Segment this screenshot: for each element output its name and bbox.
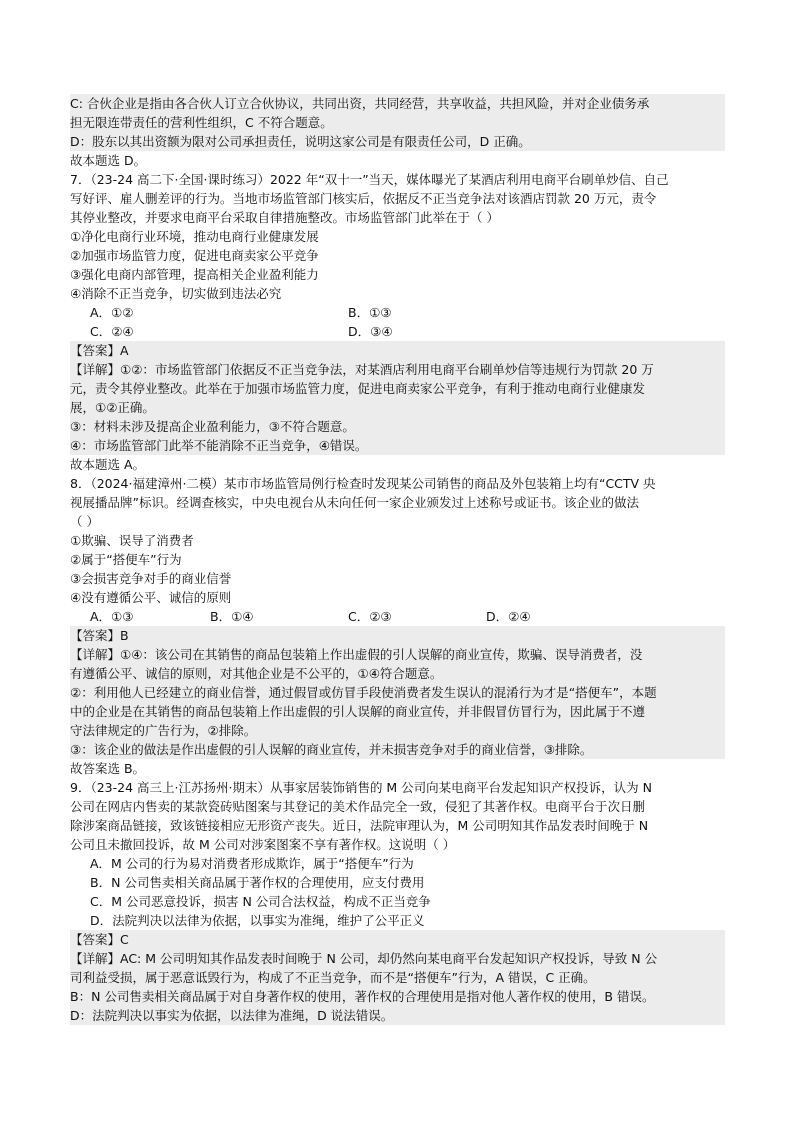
answer-label: 【答案】C	[70, 930, 725, 949]
question-stem: 8．（2024·福建漳州·二模）某市市场监管局例行检查时发现某公司销售的商品及外包装箱上均有“CCTV 央	[70, 476, 656, 491]
text-line: C: 合伙企业是指由各合伙人订立合伙协议，共同出资，共同经营，共享收益，共担风险，并对企业债务承	[70, 94, 725, 113]
option-b: B．①③	[348, 305, 392, 320]
option-c: C．M 公司恶意投诉，损害 N 公司合法权益，构成不正当竞争	[90, 894, 431, 909]
question-stem: 其停业整改，并要求电商平台采取自律措施整改。市场监管部门此举在于（ ）	[70, 210, 499, 225]
option-row	[70, 303, 725, 322]
text-line: 担无限连带责任的营利性组织，C 不符合题意。	[70, 113, 725, 132]
statement-item: ④消除不正当竞争，切实做到违法必究	[70, 286, 282, 301]
question-8	[70, 474, 725, 778]
question-stem: 除涉案商品链接，致该链接相应无形资产丧失。近日，法院审理认为，M 公司明知其作品发表时间晚于 N	[70, 818, 649, 833]
option-a: A．M 公司的行为易对消费者形成欺诈，属于“搭便车”行为	[90, 856, 414, 871]
explanation-line: 有遵循公平、诚信的原则，对其他企业是不公平的，①④符合题意。	[70, 664, 725, 683]
option-d: D．法院判决以法律为依据，以事实为准绳，维护了公平正义	[90, 913, 425, 928]
option-row	[70, 322, 725, 341]
question-stem: 公司在网店内售卖的某款瓷砖贴图案与其登记的美术作品完全一致，侵犯了其著作权。电商平台于次日删	[70, 799, 646, 814]
explanation-line: B：N 公司售卖相关商品属于对自身著作权的使用，著作权的合理使用是指对他人著作权的使用，B 错误。	[70, 987, 725, 1006]
explanation-line: 展，①②正确。	[70, 398, 725, 417]
question-stem: 7．（23-24 高二下·全国·课时练习）2022 年“双十一”当天，媒体曝光了某酒店利用电商平台刷单炒信、自己	[70, 172, 669, 187]
question-9	[70, 778, 725, 1025]
question-stem: 公司且未撤回投诉，故 M 公司对涉案图案不享有著作权。这说明（ ）	[70, 837, 456, 852]
option-c: C．②③	[348, 609, 392, 624]
statement-item: ③强化电商内部管理，提高相关企业盈利能力	[70, 267, 319, 282]
explanation-line: 司利益受损，属于恶意诋毁行为，构成了不正当竞争，而不是“搭便车”行为，A 错误，C 正确。	[70, 968, 725, 987]
answer-label: 【答案】A	[70, 341, 725, 360]
text-line: D：股东以其出资额为限对公司承担责任，说明这家公司是有限责任公司，D 正确。	[70, 132, 725, 151]
explanation-line: 【详解】①②：市场监管部门依据反不正当竞争法，对某酒店利用电商平台刷单炒信等违规行为罚款 20 万	[70, 360, 725, 379]
question-stem: 9．（23-24 高三上·江苏扬州·期末）从事家居装饰销售的 M 公司向某电商平台发起知识产权投诉，认为 N	[70, 780, 653, 795]
option-row	[70, 607, 725, 626]
explanation-line: 中的企业是在其销售的商品包装箱上作出虚假的引人误解的商业宣传，并非假冒仿冒行为，因此属于不遵	[70, 702, 725, 721]
option-b: B．①④	[210, 609, 254, 624]
statement-item: ①欺骗、误导了消费者	[70, 533, 194, 548]
statement-item: ②加强市场监管力度，促进电商卖家公平竞争	[70, 248, 319, 263]
option-b: B．N 公司售卖相关商品属于著作权的合理使用，应支付费用	[90, 875, 425, 890]
explanation-line: 故答案选 B。	[70, 761, 146, 776]
option-a: A．①②	[90, 305, 134, 320]
answer-label: 【答案】B	[70, 626, 725, 645]
explanation-line: 守法律规定的广告行为，②排除。	[70, 721, 725, 740]
statement-item: ②属于“搭便车”行为	[70, 552, 182, 567]
option-c: C．②④	[90, 324, 134, 339]
question-stem: 写好评、雇人删差评的行为。当地市场监管部门核实后，依据反不正当竞争法对该酒店罚款 20 万元，责令	[70, 191, 657, 206]
statement-item: ④没有遵循公平、诚信的原则	[70, 590, 232, 605]
option-d: D．③④	[348, 324, 393, 339]
explanation-line: ②：利用他人已经建立的商业信誉，通过假冒或仿冒手段使消费者发生误认的混淆行为才是“搭便车”，本题	[70, 683, 725, 702]
statement-item: ①净化电商行业环境，推动电商行业健康发展	[70, 229, 319, 244]
explanation-line: ③：材料未涉及提高企业盈利能力，③不符合题意。	[70, 417, 725, 436]
explanation-line: 故本题选 A。	[70, 457, 146, 472]
q6-explanation-tail	[70, 94, 725, 170]
explanation-line: 元，责令其停业整改。此举在于加强市场监管力度，促进电商卖家公平竞争，有利于推动电商行业健康发	[70, 379, 725, 398]
document-page	[70, 94, 725, 1025]
explanation-line: ③：该企业的做法是作出虚假的引人误解的商业宣传，并未损害竞争对手的商业信誉，③排除。	[70, 740, 725, 759]
statement-item: ③会损害竞争对手的商业信誉	[70, 571, 232, 586]
text-line: 故本题选 D。	[70, 153, 147, 168]
explanation-line: 【详解】AC: M 公司明知其作品发表时间晚于 N 公司，却仍然向某电商平台发起知识产权投诉，导致 N 公	[70, 949, 725, 968]
question-stem: 视展播品牌”标识。经调查核实，中央电视台从未向任何一家企业颁发过上述称号或证书。该企业的做法	[70, 495, 639, 510]
option-a: A．①③	[90, 609, 134, 624]
explanation-line: 【详解】①④：该公司在其销售的商品包装箱上作出虚假的引人误解的商业宣传，欺骗、误导消费者，没	[70, 645, 725, 664]
option-d: D．②④	[486, 609, 531, 624]
question-stem: （ ）	[70, 514, 99, 529]
explanation-line: ④：市场监管部门此举不能消除不正当竞争，④错误。	[70, 436, 725, 455]
question-7	[70, 170, 725, 474]
explanation-line: D：法院判决以事实为依据，以法律为准绳，D 说法错误。	[70, 1006, 725, 1025]
